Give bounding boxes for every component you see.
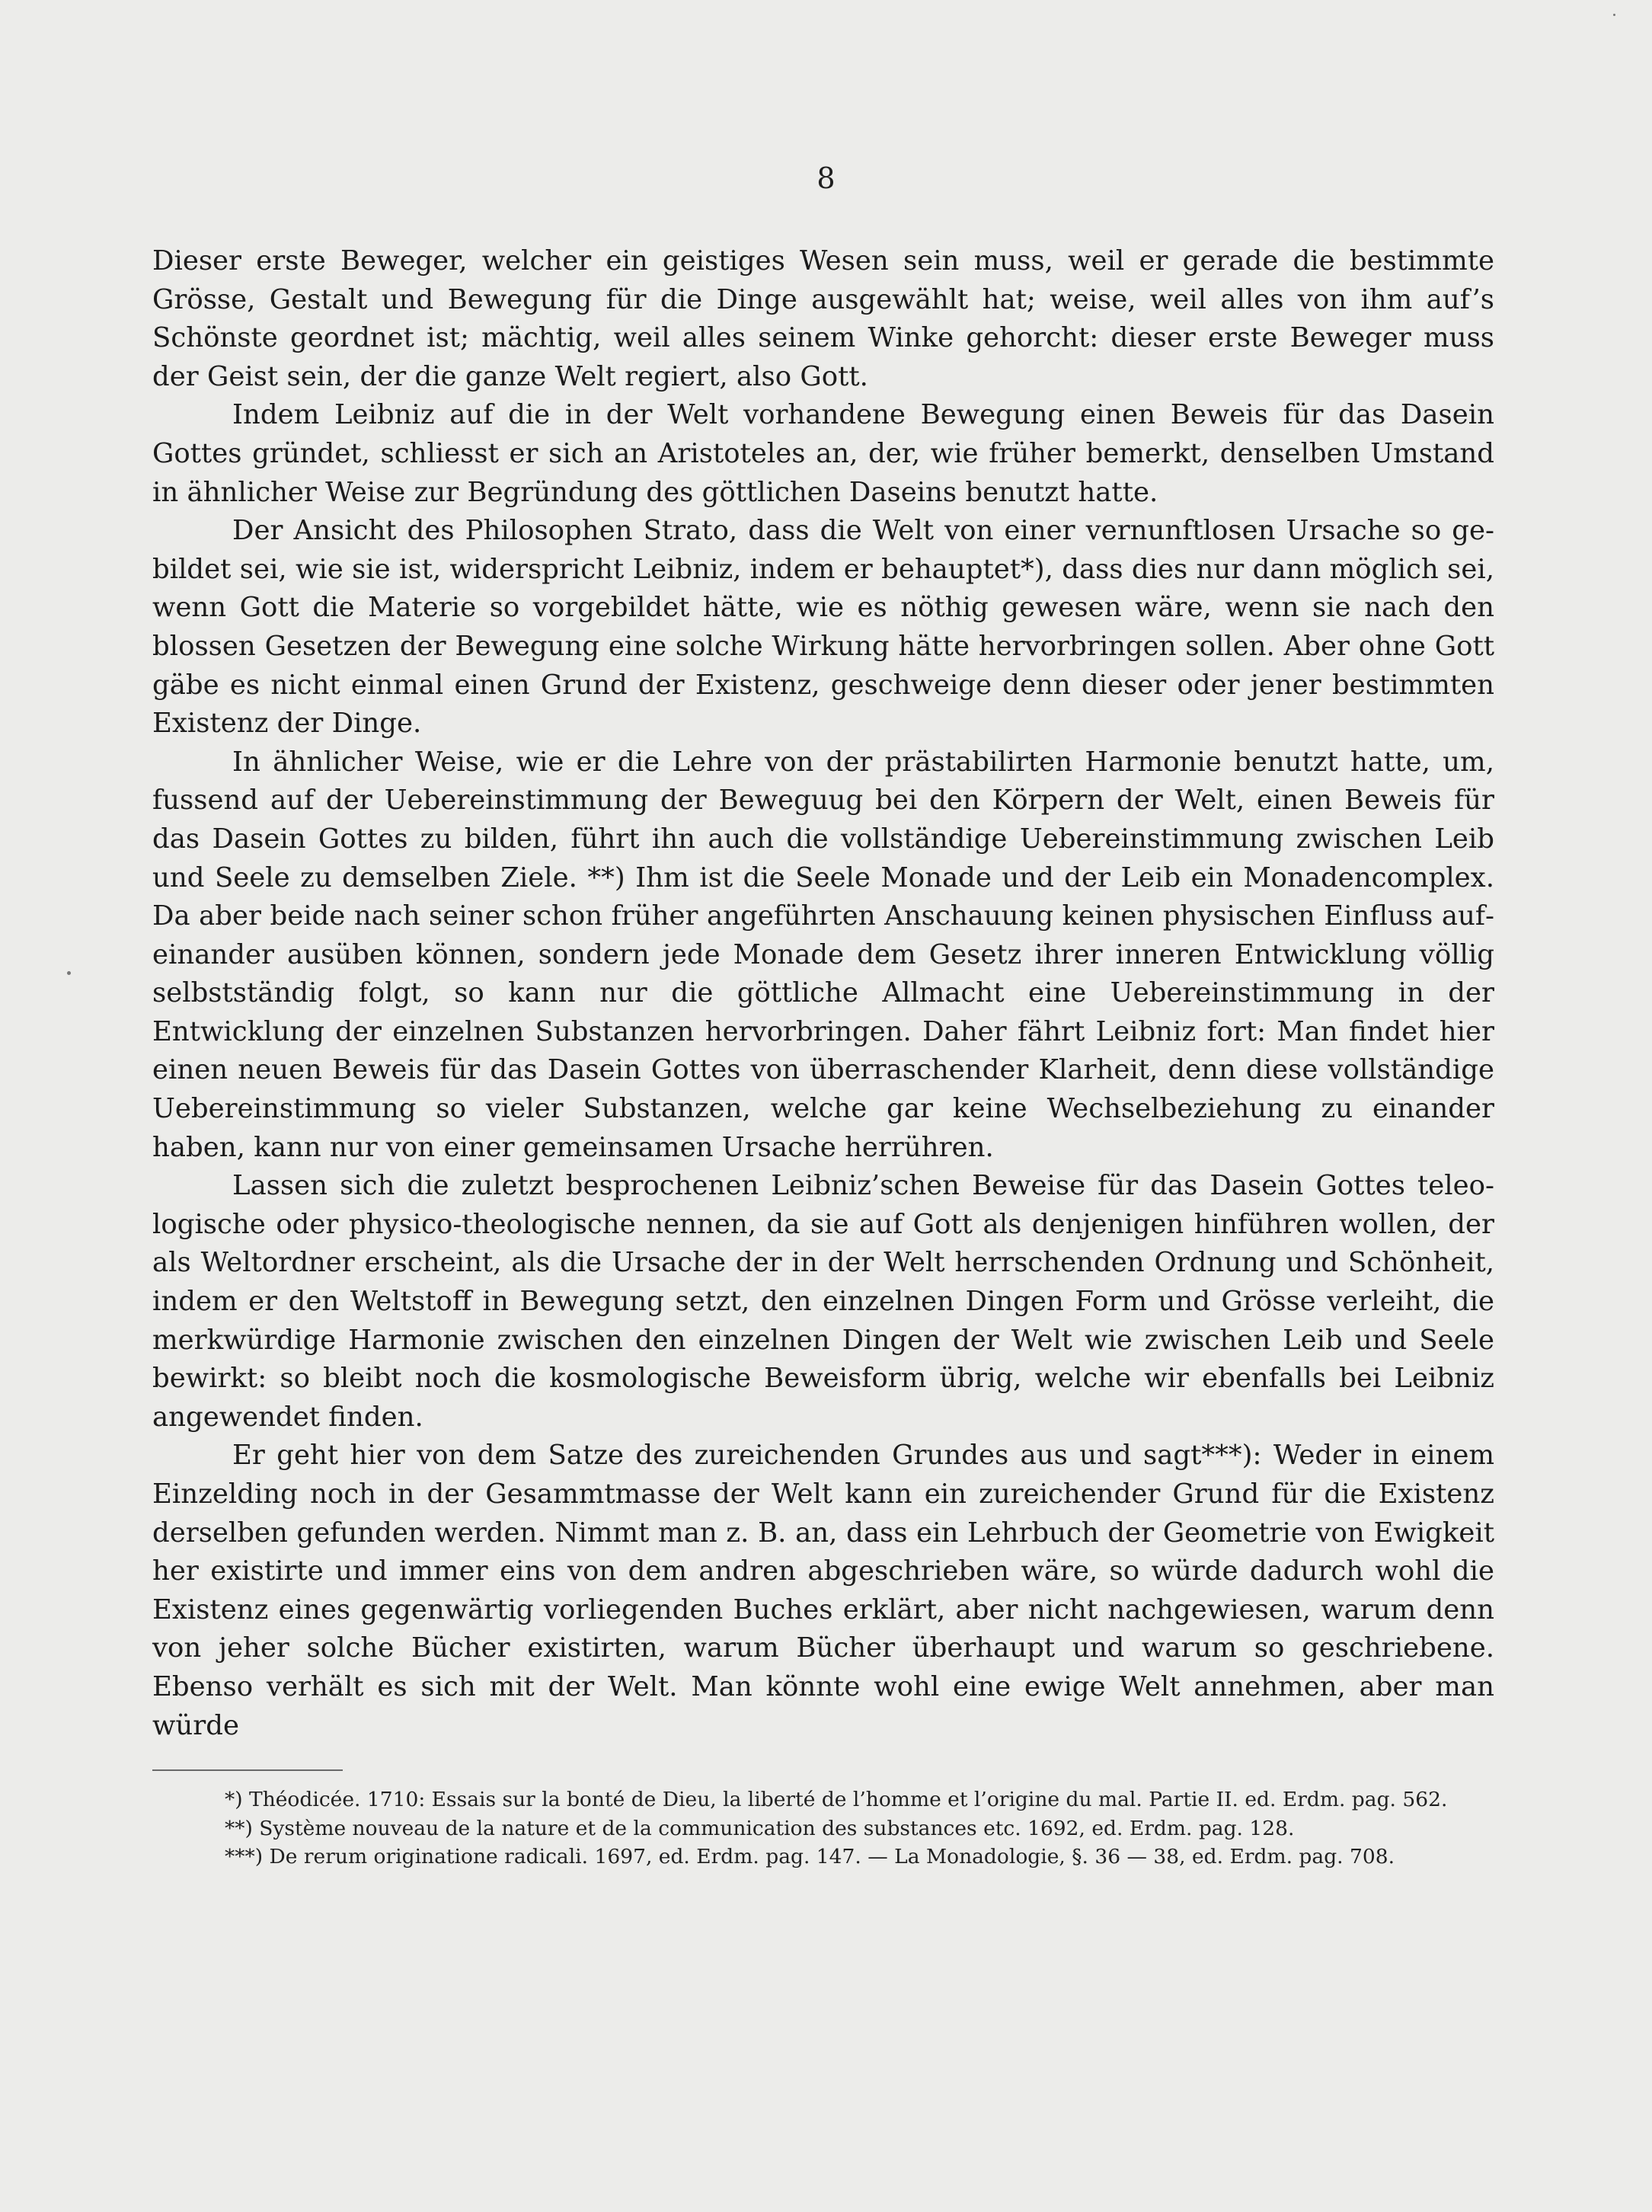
margin-dot	[67, 971, 71, 975]
page-number: 8	[816, 161, 836, 195]
paragraph-6: Er geht hier von dem Satze des zureichenden Grundes aus und sagt***): Weder in einem Einzelding noch in der Gesammtmasse der Welt kann ein zureichender Grund für die Existenz derselben gefunden werden. Nimmt man z. B. an, dass ein Lehrbuch der Geometrie von Ewigkeit her existirte und immer eins von dem andren abgeschrieben wäre, so würde dadurch wohl die Existenz eines gegenwärtig vorliegenden Buches erklärt, aber nicht nachgewiesen, warum denn von jeher solche Bücher existirten, warum Bücher überhaupt und warum so geschriebene. Ebenso verhält es sich mit der Welt. Man könnte wohl eine ewige Welt annehmen, aber man würde	[152, 1440, 1494, 1741]
footnote-2: **) Système nouveau de la nature et de la communication des substances etc. 1692, ed. Erdm. pag. 128.	[225, 1816, 1295, 1840]
footnote-1: *) Théodicée. 1710: Essais sur la bonté de Dieu, la liberté de l’homme et l’origine du mal. Partie II. ed. Erdm. pag. 562.	[225, 1788, 1448, 1811]
paragraph-2: Indem Leibniz auf die in der Welt vorhandene Bewegung einen Beweis für das Dasein Gottes gründet, schliesst er sich an Aristoteles an, der, wie früher bemerkt, denselben Umstand in ähnlicher Weise zur Begründung des göttlichen Daseins benutzt hatte.	[152, 399, 1494, 508]
paragraph-4: In ähnlicher Weise, wie er die Lehre von der prästabilirten Harmonie benutzt hatte, um, fussend auf der Uebereinstimmung der Beweguug bei den Körpern der Welt, einen Beweis für das Dasein Gottes zu bilden, führt ihn auch die vollständige Uebereinstimmung zwischen Leib und Seele zu demselben Ziele. **) Ihm ist die Seele Monade und der Leib ein Monadencomplex. Da aber beide nach seiner schon früher angeführten Anschauung keinen physischen Einfluss auf einander ausüben können, sondern jede Monade dem Gesetz ihrer inneren Entwicklung völlig selbstständig folgt, so kann nur die göttliche Allmacht eine Uebereinstimmung in der Entwicklung der einzelnen Substanzen hervorbringen. Daher fährt Leibniz fort: Man findet hier einen neuen Beweis für das Dasein Gottes von überraschender Klarheit, denn diese vollständige Uebereinstimmung so vieler Substanzen, welche gar keine Wechselbeziehung zu einander haben, kann nur von einer gemeinsamen Ursache herrühren.	[152, 746, 1494, 1163]
paragraph-5: Lassen sich die zuletzt besprochenen Leibniz’schen Beweise für das Dasein Gottes teleologische oder physico-theologische nennen, da sie auf Gott als denjenigen hinführen wollen, der als Weltordner erscheint, als die Ursache der in der Welt herrschenden Ordnung und Schönheit, indem er den Weltstoff in Bewegung setzt, den einzelnen Dingen Form und Grösse verleiht, die merkwürdige Harmonie zwischen den einzelnen Dingen der Welt wie zwischen Leib und Seele bewirkt: so bleibt noch die kosmologische Beweisform übrig, welche wir ebenfalls bei Leibniz angewendet finden.	[152, 1170, 1494, 1433]
footnote-3: ***) De rerum originatione radicali. 1697, ed. Erdm. pag. 147. — La Monadologie, §. 36 — 38, ed. Erdm. pag. 708.	[225, 1845, 1395, 1868]
footnote-separator	[152, 1769, 343, 1771]
main-text	[152, 242, 1494, 1745]
footnotes	[145, 1785, 1494, 1872]
paragraph-1: Dieser erste Beweger, welcher ein geistiges Wesen sein muss, weil er gerade die bestimmte Grösse, Gestalt und Bewegung für die Dinge ausgewählt hat; weise, weil alles von ihm auf’s Schönste geordnet ist; mächtig, weil alles seinem Winke gehorcht: dieser erste Beweger muss der Geist sein, der die ganze Welt regiert, also Gott.	[152, 245, 1494, 392]
paragraph-3: Der Ansicht des Philosophen Strato, dass die Welt von einer vernunftlosen Ursache so gebildet sei, wie sie ist, widerspricht Leibniz, indem er behauptet*), dass dies nur dann möglich sei, wenn Gott die Materie so vorgebildet hätte, wie es nöthig gewesen wäre, wenn sie nach den blossen Gesetzen der Bewegung eine solche Wirkung hätte hervorbringen sollen. Aber ohne Gott gäbe es nicht einmal einen Grund der Existenz, geschweige denn dieser oder jener bestimmten Existenz der Dinge.	[152, 515, 1494, 740]
corner-speck	[1613, 14, 1615, 16]
